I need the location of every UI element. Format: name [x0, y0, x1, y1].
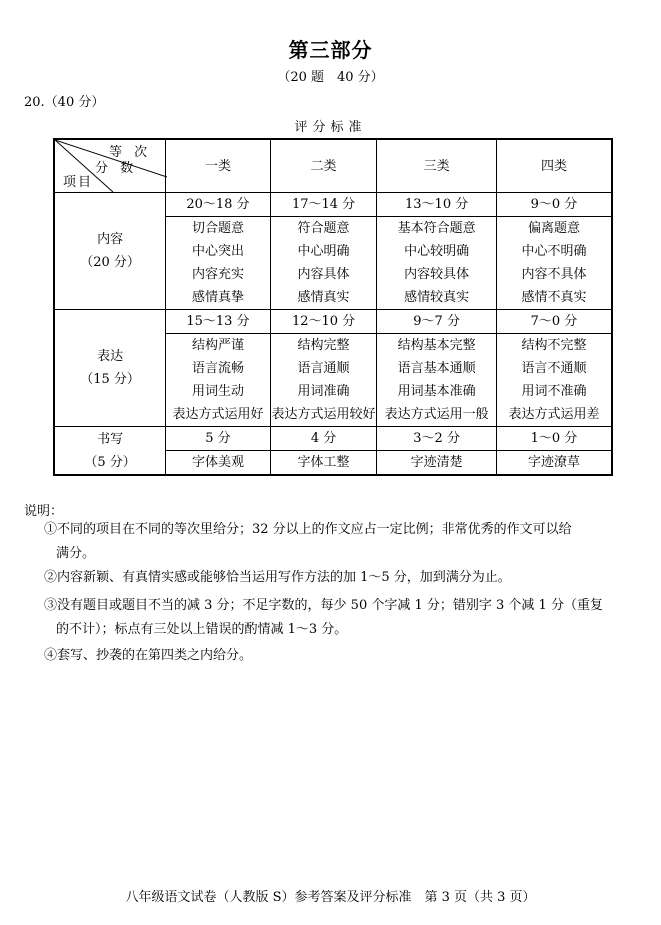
- section-label-expression: [54, 310, 166, 427]
- range-cell: 20～18 分: [166, 193, 271, 217]
- note-line: 满分。: [56, 546, 96, 561]
- page-subtitle: （20 题 40 分）: [277, 70, 384, 85]
- criterion-cell: 中心突出: [166, 240, 271, 263]
- note-line: ②内容新颖、有真情实感或能够恰当运用写作方法的加 1～5 分，加到满分为止。: [44, 570, 511, 585]
- column-header: 一类: [166, 139, 271, 193]
- note-item: [44, 566, 634, 590]
- criterion-cell: 语言不通顺: [496, 357, 612, 380]
- range-cell: 17～14 分: [270, 193, 377, 217]
- range-cell: 7～0 分: [496, 310, 612, 334]
- criterion-cell: 中心较明确: [377, 240, 497, 263]
- criterion-cell: 字体美观: [166, 451, 271, 476]
- section-name: 表达: [97, 349, 124, 364]
- criterion-cell: 结构不完整: [496, 334, 612, 357]
- criterion-cell: 用词准确: [270, 380, 377, 403]
- section-name: 书写: [97, 431, 124, 447]
- range-cell: 9～0 分: [496, 193, 612, 217]
- criterion-cell: 表达方式运用差: [496, 403, 612, 427]
- note-item: [44, 518, 634, 566]
- criterion-cell: 语言通顺: [270, 357, 377, 380]
- criterion-cell: 字体工整: [270, 451, 377, 476]
- criterion-cell: 内容较具体: [377, 263, 497, 286]
- corner-score-label: 分 数: [95, 161, 138, 176]
- criterion-cell: 内容充实: [166, 263, 271, 286]
- range-cell: 13～10 分: [377, 193, 497, 217]
- criterion-cell: 表达方式运用一般: [377, 403, 497, 427]
- question-number: 20.（40 分）: [24, 95, 105, 110]
- criterion-cell: 语言流畅: [166, 357, 271, 380]
- criterion-cell: 中心不明确: [496, 240, 612, 263]
- section-label-content: [54, 193, 166, 310]
- criterion-cell: 内容具体: [270, 263, 377, 286]
- table-row: [54, 310, 612, 334]
- note-line: ①不同的项目在不同的等次里给分；32 分以上的作文应占一定比例；非常优秀的作文可以给: [44, 522, 572, 537]
- criterion-cell: 用词不准确: [496, 380, 612, 403]
- criterion-cell: 用词生动: [166, 380, 271, 403]
- range-cell: 1～0 分: [496, 427, 612, 451]
- criterion-cell: 用词基本准确: [377, 380, 497, 403]
- column-header: 三类: [377, 139, 497, 193]
- corner-cell: [54, 139, 166, 193]
- table-row: [54, 193, 612, 217]
- criterion-cell: 字迹清楚: [377, 451, 497, 476]
- criterion-cell: 感情不真实: [496, 286, 612, 310]
- criterion-cell: 感情较真实: [377, 286, 497, 310]
- criterion-cell: 符合题意: [270, 217, 377, 241]
- table-header-row: [54, 139, 612, 193]
- notes-title: 说明：: [24, 504, 64, 519]
- criterion-cell: 感情真实: [270, 286, 377, 310]
- criterion-cell: 结构严谨: [166, 334, 271, 357]
- range-cell: 4 分: [270, 427, 377, 451]
- section-points: （20 分）: [80, 255, 140, 270]
- column-header: 二类: [270, 139, 377, 193]
- table-row: [54, 427, 612, 451]
- criterion-cell: 语言基本通顺: [377, 357, 497, 380]
- criterion-cell: 偏离题意: [496, 217, 612, 241]
- range-cell: 12～10 分: [270, 310, 377, 334]
- table-title: 评分标准: [294, 120, 367, 135]
- page-title: 第三部分: [288, 38, 373, 62]
- section-label-writing: [54, 427, 166, 476]
- criterion-cell: 感情真挚: [166, 286, 271, 310]
- section-name: 内容: [97, 232, 124, 247]
- note-line: ③没有题目或题目不当的减 3 分；不足字数的，每少 50 个字减 1 分；错别字 3 个减 1 分（重复: [44, 598, 603, 613]
- corner-item-label: 项目: [63, 175, 94, 190]
- range-cell: 5 分: [166, 427, 271, 451]
- criterion-cell: 表达方式运用好: [166, 403, 271, 427]
- criterion-cell: 表达方式运用较好: [270, 403, 377, 427]
- note-line: 的不计）；标点有三处以上错误的酌情减 1～3 分。: [56, 622, 348, 637]
- range-cell: 15～13 分: [166, 310, 271, 334]
- note-item: [44, 644, 634, 668]
- section-points: （15 分）: [80, 372, 140, 387]
- criterion-cell: 切合题意: [166, 217, 271, 241]
- scoring-table: [53, 138, 613, 476]
- range-cell: 9～7 分: [377, 310, 497, 334]
- criterion-cell: 内容不具体: [496, 263, 612, 286]
- column-header: 四类: [496, 139, 612, 193]
- criterion-cell: 中心明确: [270, 240, 377, 263]
- section-points: （5 分）: [84, 454, 136, 470]
- range-cell: 3～2 分: [377, 427, 497, 451]
- note-line: ④套写、抄袭的在第四类之内给分。: [44, 648, 253, 663]
- corner-grade-label: 等 次: [109, 145, 152, 160]
- criterion-cell: 结构基本完整: [377, 334, 497, 357]
- page-footer: 八年级语文试卷（人教版 S）参考答案及评分标准 第 3 页（共 3 页）: [125, 890, 536, 905]
- criterion-cell: 字迹潦草: [496, 451, 612, 476]
- criterion-cell: 基本符合题意: [377, 217, 497, 241]
- criterion-cell: 结构完整: [270, 334, 377, 357]
- note-item: [44, 594, 634, 642]
